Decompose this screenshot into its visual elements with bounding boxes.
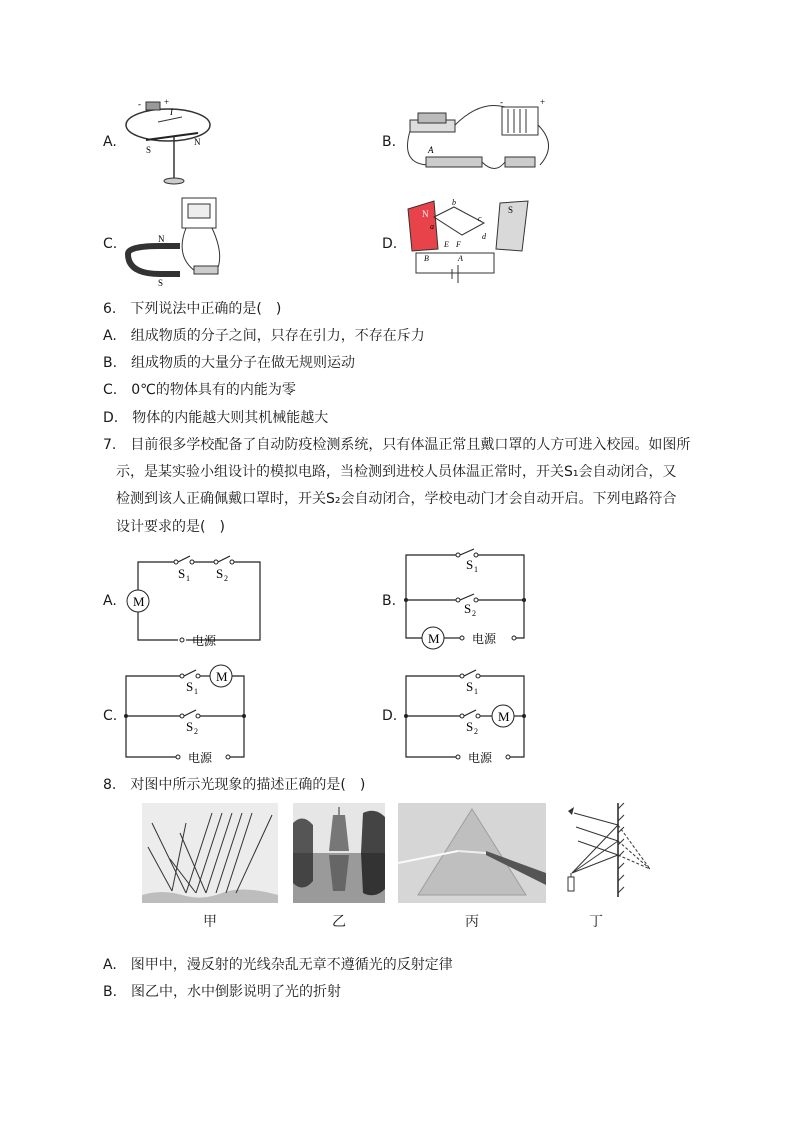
svg-text:1: 1 [474, 687, 478, 696]
svg-text:S: S [186, 679, 194, 694]
svg-text:b: b [452, 198, 456, 207]
svg-text:S: S [146, 145, 152, 155]
q7-circuit-b[interactable] [398, 545, 538, 655]
svg-text:N: N [194, 137, 201, 147]
q8-figure-prism [398, 803, 546, 903]
svg-text:A: A [458, 254, 463, 263]
svg-text:a: a [430, 222, 434, 231]
q8-caption-bing: 丙 [465, 914, 479, 930]
svg-text:S: S [158, 278, 164, 288]
svg-text:E: E [444, 240, 449, 249]
q7-option-c-letter[interactable]: C. [103, 708, 118, 724]
q7-circuit-a[interactable] [120, 550, 270, 650]
q8-figure-plane-mirror [560, 801, 650, 901]
q5-figure-d-generator [404, 195, 534, 287]
svg-text:1: 1 [474, 565, 478, 574]
svg-text:I: I [170, 107, 173, 117]
svg-text:M: M [498, 709, 510, 724]
q8-option-b[interactable]: B. 图乙中，水中倒影说明了光的折射 [103, 984, 342, 1000]
svg-text:F: F [456, 240, 461, 249]
svg-text:S: S [508, 205, 514, 215]
svg-text:+: + [540, 97, 546, 107]
svg-text:S: S [186, 719, 194, 734]
svg-text:d: d [482, 232, 486, 241]
q6-option-c[interactable]: C. 0℃的物体具有的内能为零 [103, 382, 296, 398]
svg-text:电源: 电源 [468, 751, 493, 765]
q8-caption-ding: 丁 [589, 914, 603, 930]
svg-text:S: S [466, 557, 474, 572]
q6-stem: 6. 下列说法中正确的是( ) [103, 301, 282, 317]
q5-option-c-letter[interactable]: C. [103, 236, 118, 252]
svg-text:N: N [422, 209, 429, 219]
svg-text:S: S [178, 566, 186, 581]
q6-option-b[interactable]: B. 组成物质的大量分子在做无规则运动 [103, 355, 356, 371]
q6-option-d[interactable]: D. 物体的内能越大则其机械能越大 [103, 410, 329, 426]
svg-text:电源: 电源 [192, 634, 217, 648]
svg-text:2: 2 [224, 574, 228, 583]
svg-text:+: + [164, 97, 170, 107]
q7-stem-line-3: 检测到该人正确佩戴口罩时，开关S₂会自动闭合，学校电动门才会自动开启。下列电路符合 [116, 491, 677, 507]
q8-figure-diffuse-reflection [142, 803, 278, 903]
q8-option-a[interactable]: A. 图甲中，漫反射的光线杂乱无章不遵循光的反射定律 [103, 957, 453, 973]
q6-option-a[interactable]: A. 组成物质的分子之间，只存在引力，不存在斥力 [103, 328, 425, 344]
svg-text:S: S [464, 601, 472, 616]
q7-stem-line-4: 设计要求的是( ) [116, 519, 225, 535]
svg-text:1: 1 [186, 574, 190, 583]
q7-stem-line-1: 7. 目前很多学校配备了自动防疫检测系统，只有体温正常且戴口罩的人方可进入校园。如图所 [103, 437, 691, 453]
q5-figure-b-motor-circuit [400, 95, 560, 187]
q8-stem: 8. 对图中所示光现象的描述正确的是( ) [103, 777, 366, 793]
q7-circuit-d[interactable] [398, 660, 538, 770]
svg-text:2: 2 [472, 609, 476, 618]
svg-text:1: 1 [194, 687, 198, 696]
q8-caption-yi: 乙 [332, 914, 346, 930]
q5-figure-a-oersted [118, 95, 218, 187]
svg-text:B: B [424, 254, 429, 263]
svg-text:电源: 电源 [472, 632, 497, 646]
svg-text:M: M [428, 631, 440, 646]
svg-text:N: N [158, 234, 165, 244]
svg-text:c: c [478, 214, 482, 223]
svg-text:S: S [466, 679, 474, 694]
q8-caption-jia: 甲 [203, 914, 217, 930]
q7-stem-line-2: 示，是某实验小组设计的模拟电路，当检测到进校人员体温正常时，开关S₁会自动闭合，又 [116, 464, 677, 480]
q7-circuit-c[interactable] [118, 660, 258, 770]
svg-text:S: S [216, 566, 224, 581]
q7-option-d-letter[interactable]: D. [382, 708, 398, 724]
svg-text:2: 2 [474, 727, 478, 736]
q7-option-a-letter[interactable]: A. [103, 593, 117, 609]
svg-text:M: M [216, 669, 228, 684]
q7-option-b-letter[interactable]: B. [382, 593, 397, 609]
svg-text:2: 2 [194, 727, 198, 736]
q5-option-d-letter[interactable]: D. [382, 236, 398, 252]
q8-figure-water-reflection [293, 803, 385, 903]
q5-option-a-letter[interactable]: A. [103, 134, 117, 150]
svg-text:S: S [466, 719, 474, 734]
svg-text:-: - [500, 97, 503, 107]
svg-text:电源: 电源 [188, 751, 213, 765]
svg-text:M: M [133, 594, 145, 609]
q5-figure-c-galvanometer [120, 196, 230, 288]
svg-text:-: - [138, 99, 141, 109]
svg-text:A: A [428, 145, 434, 155]
q5-option-b-letter[interactable]: B. [382, 134, 397, 150]
